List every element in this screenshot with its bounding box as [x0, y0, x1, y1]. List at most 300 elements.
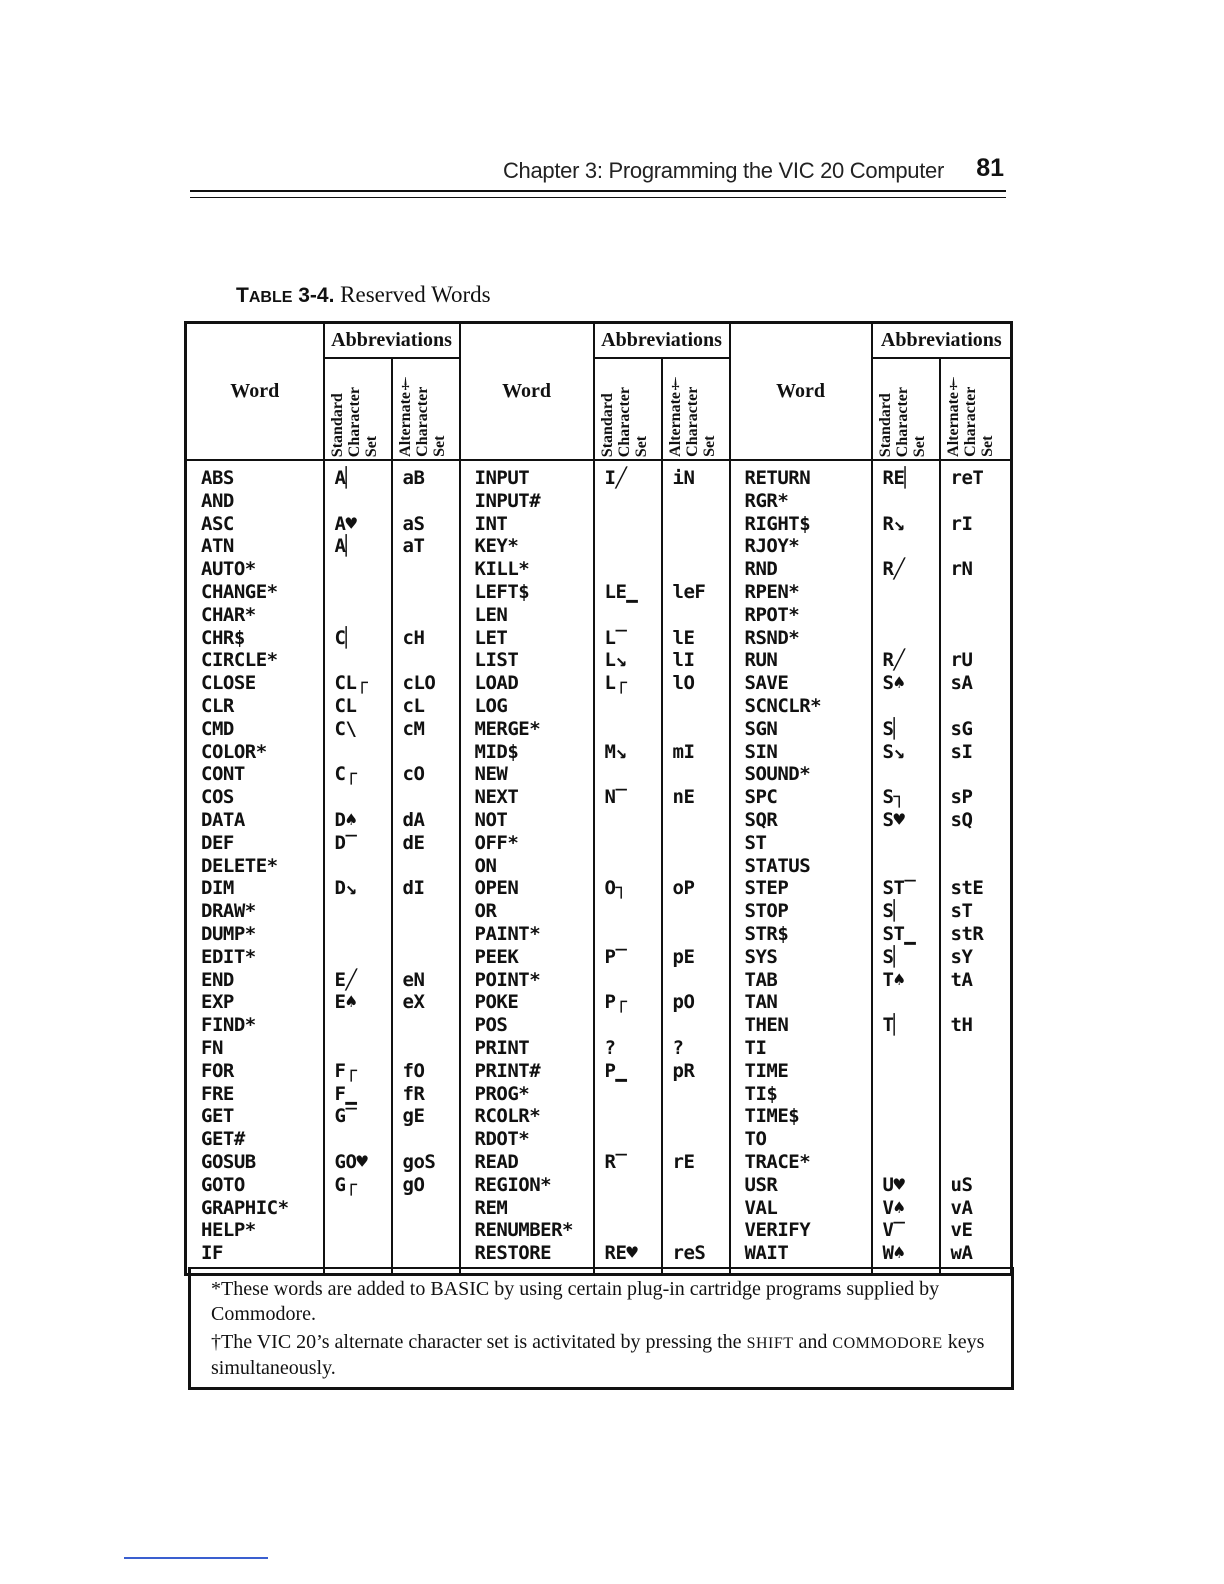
- reserved-word: HELP*: [201, 1219, 256, 1242]
- alternate-abbreviation: cM: [402, 717, 425, 740]
- reserved-word: RGR*: [744, 489, 789, 512]
- standard-abbreviation: [335, 900, 391, 923]
- alternate-abbreviation: [673, 1174, 729, 1197]
- alternate-abbreviation: [951, 695, 1011, 718]
- standard-abbreviation: [605, 695, 661, 718]
- reserved-word: CONT: [201, 763, 245, 786]
- alternate-abbreviation: sQ: [950, 808, 973, 831]
- reserved-word: RDOT*: [474, 1128, 530, 1151]
- reserved-word: NEW: [474, 763, 508, 786]
- standard-abbrev-column-1: [324, 460, 392, 1274]
- reserved-word: USR: [744, 1173, 778, 1196]
- reserved-word: INPUT: [474, 467, 530, 489]
- reserved-word: FOR: [201, 1059, 234, 1082]
- alternate-abbreviation: [403, 741, 459, 764]
- standard-abbreviation: [335, 604, 391, 627]
- alternate-abbreviation: [951, 627, 1011, 650]
- reserved-word: CHAR*: [201, 603, 256, 626]
- reserved-word: POINT*: [474, 968, 541, 991]
- standard-abbreviation: A▏: [334, 535, 357, 558]
- footnote-asterisk: *These words are added to BASIC by using certain plug-in cartridge programs supplied by Commodore.: [211, 1278, 940, 1325]
- standard-abbreviation: [605, 1128, 661, 1151]
- word-header-2: Word: [460, 323, 594, 461]
- alternate-abbreviation: iN: [672, 467, 695, 489]
- alternate-abbreviation: dI: [402, 877, 425, 900]
- standard-abbreviation: V♠: [882, 1196, 905, 1219]
- alternate-abbreviation: vA: [950, 1196, 973, 1219]
- alternate-abbreviation: [673, 490, 729, 513]
- standard-abbreviation: CL┌: [334, 672, 368, 695]
- standard-abbreviation: [335, 558, 391, 581]
- reserved-word: REM: [474, 1196, 508, 1219]
- word-column-3: [730, 460, 872, 1274]
- alternate-abbreviation: [673, 900, 729, 923]
- standard-abbreviation: S▏: [882, 945, 905, 968]
- word-column-1: [186, 460, 324, 1274]
- standard-abbreviation: C\: [334, 717, 357, 740]
- alternate-charset-header-2: Alternate† Character Set: [662, 358, 730, 460]
- standard-abbreviation: [335, 786, 391, 809]
- alternate-abbreviation: cL: [402, 694, 425, 717]
- standard-abbreviation: D♠: [334, 808, 357, 831]
- reserved-word: ASC: [201, 512, 234, 535]
- alternate-abbreviation: [403, 946, 459, 969]
- reserved-word: FIND*: [201, 1014, 256, 1037]
- scan-artifact-line: [124, 1557, 268, 1559]
- reserved-word: READ: [474, 1150, 519, 1173]
- alternate-abbreviation: [403, 1128, 459, 1151]
- alternate-abbreviation: [403, 1242, 459, 1265]
- alternate-abbreviation: sP: [950, 786, 973, 809]
- reserved-word: SYS: [744, 945, 778, 968]
- alternate-abbreviation: leF: [672, 580, 706, 603]
- alternate-abbreviation: aS: [402, 512, 425, 535]
- reserved-word: SCNCLR*: [744, 694, 822, 717]
- abbreviations-header-1: Abbreviations: [324, 323, 460, 359]
- standard-abbreviation: [883, 991, 939, 1014]
- alternate-abbreviation: [403, 581, 459, 604]
- standard-abbreviation: I╱: [604, 467, 627, 489]
- reserved-word: RIGHT$: [744, 512, 811, 535]
- alternate-abbreviation: [673, 695, 729, 718]
- word-column-2: [460, 460, 594, 1274]
- standard-abbreviation: [335, 1014, 391, 1037]
- alternate-abbreviation: [403, 490, 459, 513]
- reserved-word: PEEK: [474, 945, 519, 968]
- standard-abbreviation: [605, 490, 661, 513]
- standard-abbreviation: [605, 969, 661, 992]
- alternate-abbreviation: [403, 558, 459, 581]
- standard-abbreviation: [335, 581, 391, 604]
- standard-abbreviation: P▁: [604, 1059, 627, 1082]
- reserved-word: STR$: [744, 922, 789, 945]
- standard-abbreviation: [335, 1128, 391, 1151]
- alternate-abbreviation: stE: [950, 877, 984, 900]
- reserved-word: STOP: [744, 900, 789, 923]
- standard-abbreviation: [883, 490, 939, 513]
- reserved-word: NOT: [474, 808, 508, 831]
- standard-abbreviation: S▏: [882, 717, 905, 740]
- alternate-abbreviation: aB: [402, 467, 425, 489]
- reserved-word: SQR: [744, 808, 778, 831]
- standard-abbreviation: [883, 581, 939, 604]
- standard-abbreviation: [883, 627, 939, 650]
- reserved-word: GET#: [201, 1128, 245, 1151]
- standard-abbreviation: C┌: [334, 763, 357, 786]
- alternate-abbreviation: [951, 535, 1011, 558]
- reserved-words-table: [184, 321, 1010, 1276]
- standard-abbreviation: R‾: [604, 1150, 627, 1173]
- reserved-word: DELETE*: [201, 854, 278, 877]
- reserved-word: STATUS: [744, 854, 811, 877]
- standard-abbreviation: [605, 1174, 661, 1197]
- standard-abbreviation: ST‾: [882, 877, 916, 900]
- standard-abbreviation: G┌: [334, 1173, 357, 1196]
- commodore-key-label: COMMODORE: [832, 1335, 943, 1352]
- reserved-word: RCOLR*: [474, 1105, 541, 1128]
- reserved-word: MID$: [474, 740, 519, 763]
- reserved-word: OPEN: [474, 877, 519, 900]
- standard-abbreviation: F┌: [334, 1059, 357, 1082]
- reserved-word: ON: [474, 854, 497, 877]
- reserved-word: VERIFY: [744, 1219, 811, 1242]
- reserved-word: END: [201, 968, 234, 991]
- standard-abbreviation: L↘: [604, 649, 627, 672]
- standard-abbreviation: F▁: [334, 1082, 357, 1105]
- table-title: Reserved Words: [334, 282, 491, 307]
- standard-abbreviation: [605, 513, 661, 536]
- standard-abbreviation: [883, 1037, 939, 1060]
- standard-abbreviation: R╱: [882, 558, 905, 581]
- alternate-abbreviation: eX: [402, 991, 425, 1014]
- reserved-word: MERGE*: [474, 717, 541, 740]
- alternate-abbreviation: [951, 1083, 1011, 1106]
- reserved-word: RESTORE: [474, 1242, 552, 1265]
- reserved-word: RSND*: [744, 626, 800, 649]
- alternate-abbreviation: cLO: [402, 672, 436, 695]
- reserved-word: LEN: [474, 603, 508, 626]
- standard-abbreviation: [605, 900, 661, 923]
- standard-abbreviation: [883, 1060, 939, 1083]
- standard-abbreviation: [605, 535, 661, 558]
- standard-abbreviation: E╱: [334, 968, 357, 991]
- alternate-abbreviation: sA: [950, 672, 973, 695]
- reserved-word: CLR: [201, 694, 234, 717]
- standard-abbreviation: [605, 718, 661, 741]
- reserved-word: POKE: [474, 991, 519, 1014]
- standard-abbreviation: [605, 558, 661, 581]
- standard-abbreviation: [335, 946, 391, 969]
- alternate-abbreviation: [403, 786, 459, 809]
- alternate-abbreviation: nE: [672, 786, 695, 809]
- reserved-word: RPOT*: [744, 603, 800, 626]
- word-header-3: Word: [730, 323, 872, 461]
- standard-abbreviation: [605, 1014, 661, 1037]
- alternate-abbreviation: [673, 969, 729, 992]
- standard-abbrev-column-2: [594, 460, 662, 1274]
- reserved-word: TIME$: [744, 1105, 800, 1128]
- reserved-word: POS: [474, 1014, 508, 1037]
- footnote-dagger: †The VIC 20’s alternate character set is activitated by pressing the SHIFT and COMMODORE keys simultaneously.: [211, 1331, 985, 1379]
- alternate-abbreviation: [951, 991, 1011, 1014]
- standard-abbreviation: C▏: [334, 626, 357, 649]
- alternate-abbreviation: rE: [672, 1150, 695, 1173]
- reserved-word: RENUMBER*: [474, 1219, 573, 1242]
- standard-abbreviation: R↘: [882, 512, 905, 535]
- alternate-abbreviation: [673, 604, 729, 627]
- reserved-word: RND: [744, 558, 778, 581]
- alternate-abbreviation: gE: [402, 1105, 425, 1128]
- standard-abbreviation: [335, 923, 391, 946]
- reserved-word: RETURN: [744, 467, 811, 489]
- reserved-word: CHR$: [201, 626, 245, 649]
- reserved-word: OFF*: [474, 831, 519, 854]
- alternate-abbreviation: tH: [950, 1014, 973, 1037]
- alternate-abbreviation: [673, 1197, 729, 1220]
- alternate-abbreviation: [673, 1219, 729, 1242]
- alternate-abbreviation: cH: [402, 626, 425, 649]
- alternate-abbreviation: [403, 900, 459, 923]
- abbreviations-header-2: Abbreviations: [594, 323, 730, 359]
- standard-abbreviation: S↘: [882, 740, 905, 763]
- table-caption: [236, 282, 491, 308]
- reserved-word: PROG*: [474, 1082, 530, 1105]
- alternate-abbreviation: [951, 763, 1011, 786]
- standard-abbreviation: [335, 741, 391, 764]
- standard-abbreviation: [883, 535, 939, 558]
- reserved-word: TAB: [744, 968, 778, 991]
- alternate-abbrev-column-3: [940, 460, 1012, 1274]
- reserved-word: SOUND*: [744, 763, 811, 786]
- reserved-word: TRACE*: [744, 1150, 811, 1173]
- reserved-word: INT: [474, 512, 508, 535]
- reserved-word: THEN: [744, 1014, 789, 1037]
- standard-abbreviation: A♥: [334, 512, 357, 535]
- standard-abbreviation: [605, 809, 661, 832]
- alternate-abbreviation: [673, 718, 729, 741]
- standard-abbreviation: [335, 1219, 391, 1242]
- alternate-abbreviation: [673, 832, 729, 855]
- reserved-word: SIN: [744, 740, 778, 763]
- alternate-abbreviation: [673, 763, 729, 786]
- alternate-abbreviation: reS: [672, 1242, 706, 1265]
- standard-abbreviation: O┐: [604, 877, 627, 900]
- reserved-word: COLOR*: [201, 740, 267, 763]
- standard-abbreviation: [605, 1083, 661, 1106]
- standard-abbreviation: D‾: [334, 831, 357, 854]
- reserved-word: OR: [474, 900, 497, 923]
- reserved-word: VAL: [744, 1196, 778, 1219]
- alternate-charset-header-3: Alternate† Character Set: [940, 358, 1012, 460]
- reserved-word: GOSUB: [201, 1150, 256, 1173]
- standard-abbreviation: [605, 1197, 661, 1220]
- alternate-abbreviation: [673, 1083, 729, 1106]
- standard-abbreviation: [335, 1197, 391, 1220]
- reserved-word: EDIT*: [201, 945, 256, 968]
- reserved-word: SAVE: [744, 672, 789, 695]
- alternate-abbreviation: ?: [672, 1036, 684, 1059]
- alternate-abbreviation: [951, 855, 1011, 878]
- standard-abbreviation: T♠: [882, 968, 905, 991]
- chapter-title: Chapter 3: Programming the VIC 20 Computer: [502, 158, 944, 183]
- reserved-word: COS: [201, 786, 234, 809]
- standard-abbreviation: L┌: [604, 672, 627, 695]
- reserved-word: AND: [201, 489, 234, 512]
- alternate-abbreviation: eN: [402, 968, 425, 991]
- alternate-abbreviation: [951, 1105, 1011, 1128]
- alternate-abbreviation: [951, 490, 1011, 513]
- standard-abbreviation: R╱: [882, 649, 905, 672]
- standard-abbreviation: [883, 832, 939, 855]
- alternate-abbreviation: [673, 513, 729, 536]
- alternate-abbreviation: pR: [672, 1059, 695, 1082]
- standard-abbreviation: [335, 1037, 391, 1060]
- standard-abbreviation: W♠: [882, 1242, 905, 1265]
- alternate-abbreviation: [403, 1014, 459, 1037]
- standard-abbreviation: [883, 1128, 939, 1151]
- reserved-word: RPEN*: [744, 580, 800, 603]
- alternate-abbreviation: [673, 809, 729, 832]
- alternate-abbreviation: rN: [950, 558, 973, 581]
- reserved-word: AUTO*: [201, 558, 256, 581]
- standard-abbreviation: M↘: [604, 740, 627, 763]
- standard-abbreviation: A▏: [334, 467, 357, 489]
- standard-abbreviation: G‾: [334, 1105, 357, 1128]
- reserved-word: LIST: [474, 649, 519, 672]
- alternate-abbreviation: [951, 581, 1011, 604]
- reserved-word: DUMP*: [201, 922, 256, 945]
- alternate-abbreviation: pE: [672, 945, 695, 968]
- alternate-abbreviation: [673, 1105, 729, 1128]
- standard-abbreviation: P‾: [604, 945, 627, 968]
- reserved-word: RUN: [744, 649, 778, 672]
- alternate-abbreviation: rI: [950, 512, 973, 535]
- standard-charset-header-1: Standard Character Set: [324, 358, 392, 460]
- alternate-abbrev-column-2: [662, 460, 730, 1274]
- reserved-word: GET: [201, 1105, 234, 1128]
- standard-abbreviation: U♥: [882, 1173, 905, 1196]
- standard-charset-header-2: Standard Character Set: [594, 358, 662, 460]
- reserved-word: TIME: [744, 1059, 789, 1082]
- standard-abbreviation: [335, 490, 391, 513]
- alternate-abbreviation: fO: [402, 1059, 425, 1082]
- standard-abbreviation: E♠: [334, 991, 357, 1014]
- reserved-word: TO: [744, 1128, 767, 1151]
- alternate-abbreviation: sI: [950, 740, 973, 763]
- alternate-abbreviation: gO: [402, 1173, 425, 1196]
- alternate-abbreviation: cO: [402, 763, 425, 786]
- reserved-word: WAIT: [744, 1242, 789, 1265]
- reserved-word: ST: [744, 831, 767, 854]
- alternate-abbreviation: lO: [672, 672, 695, 695]
- alternate-abbreviation: [403, 923, 459, 946]
- standard-abbreviation: RE♥: [604, 1242, 638, 1265]
- reserved-word: SGN: [744, 717, 778, 740]
- reserved-word: DRAW*: [201, 900, 256, 923]
- standard-abbreviation: S♠: [882, 672, 905, 695]
- standard-abbreviation: [605, 1219, 661, 1242]
- reserved-word: INPUT#: [474, 489, 541, 512]
- standard-abbreviation: [335, 649, 391, 672]
- alternate-abbreviation: [951, 1128, 1011, 1151]
- alternate-abbreviation: [951, 1151, 1011, 1174]
- alternate-abbreviation: [673, 1014, 729, 1037]
- alternate-abbreviation: sY: [950, 945, 973, 968]
- standard-abbreviation: ST▁: [882, 922, 916, 945]
- alternate-abbreviation: lE: [672, 626, 695, 649]
- standard-abbreviation: V‾: [882, 1219, 905, 1242]
- header-rule: [190, 190, 1006, 192]
- alternate-abbreviation: uS: [950, 1173, 973, 1196]
- standard-abbreviation: P┌: [604, 991, 627, 1014]
- reserved-word: CLOSE: [201, 672, 256, 695]
- standard-abbreviation: [883, 1151, 939, 1174]
- standard-abbreviation: [605, 763, 661, 786]
- standard-abbreviation: S♥: [882, 808, 905, 831]
- reserved-word: PRINT#: [474, 1059, 541, 1082]
- standard-charset-header-3: Standard Character Set: [872, 358, 940, 460]
- standard-abbreviation: RE▏: [882, 467, 916, 489]
- reserved-word: NEXT: [474, 786, 519, 809]
- reserved-word: REGION*: [474, 1173, 552, 1196]
- reserved-word: TI$: [744, 1082, 778, 1105]
- alternate-abbreviation: mI: [672, 740, 695, 763]
- reserved-word: IF: [201, 1242, 223, 1265]
- standard-abbreviation: T▏: [882, 1014, 905, 1037]
- alternate-abbreviation: goS: [402, 1150, 436, 1173]
- alternate-abbreviation: [403, 1037, 459, 1060]
- standard-abbreviation: D↘: [334, 877, 357, 900]
- standard-abbreviation: N‾: [604, 786, 627, 809]
- table-footnotes: [188, 1267, 1014, 1390]
- table-label: TABLE 3-4.: [236, 284, 335, 307]
- standard-abbreviation: L‾: [604, 626, 627, 649]
- alternate-abbreviation: [403, 1219, 459, 1242]
- standard-abbreviation: [335, 855, 391, 878]
- reserved-word: CHANGE*: [201, 580, 278, 603]
- reserved-word: GOTO: [201, 1173, 245, 1196]
- standard-abbreviation: [883, 604, 939, 627]
- alternate-abbreviation: [673, 1128, 729, 1151]
- alternate-abbreviation: fR: [402, 1082, 425, 1105]
- standard-abbreviation: S┐: [882, 786, 905, 809]
- alternate-abbreviation: sG: [950, 717, 973, 740]
- alternate-abbreviation: dA: [402, 808, 425, 831]
- reserved-word: LOAD: [474, 672, 519, 695]
- standard-abbreviation: [605, 832, 661, 855]
- reserved-word: GRAPHIC*: [201, 1196, 289, 1219]
- alternate-abbreviation: oP: [672, 877, 695, 900]
- reserved-word: DIM: [201, 877, 234, 900]
- standard-abbreviation: [883, 855, 939, 878]
- word-header-1: Word: [186, 323, 324, 461]
- standard-abbreviation: CL: [334, 694, 357, 717]
- alternate-abbreviation: rU: [950, 649, 973, 672]
- alternate-abbreviation: [403, 649, 459, 672]
- alternate-abbreviation: aT: [402, 535, 425, 558]
- alternate-abbrev-column-1: [392, 460, 460, 1274]
- reserved-word: FN: [201, 1036, 223, 1059]
- reserved-word: TI: [744, 1036, 767, 1059]
- reserved-word: ABS: [201, 467, 234, 489]
- reserved-word: LET: [474, 626, 508, 649]
- alternate-abbreviation: [673, 923, 729, 946]
- alternate-abbreviation: [673, 558, 729, 581]
- reserved-word: PRINT: [474, 1036, 530, 1059]
- alternate-charset-header-1: Alternate† Character Set: [392, 358, 460, 460]
- alternate-abbreviation: tA: [950, 968, 973, 991]
- reserved-word: LEFT$: [474, 580, 530, 603]
